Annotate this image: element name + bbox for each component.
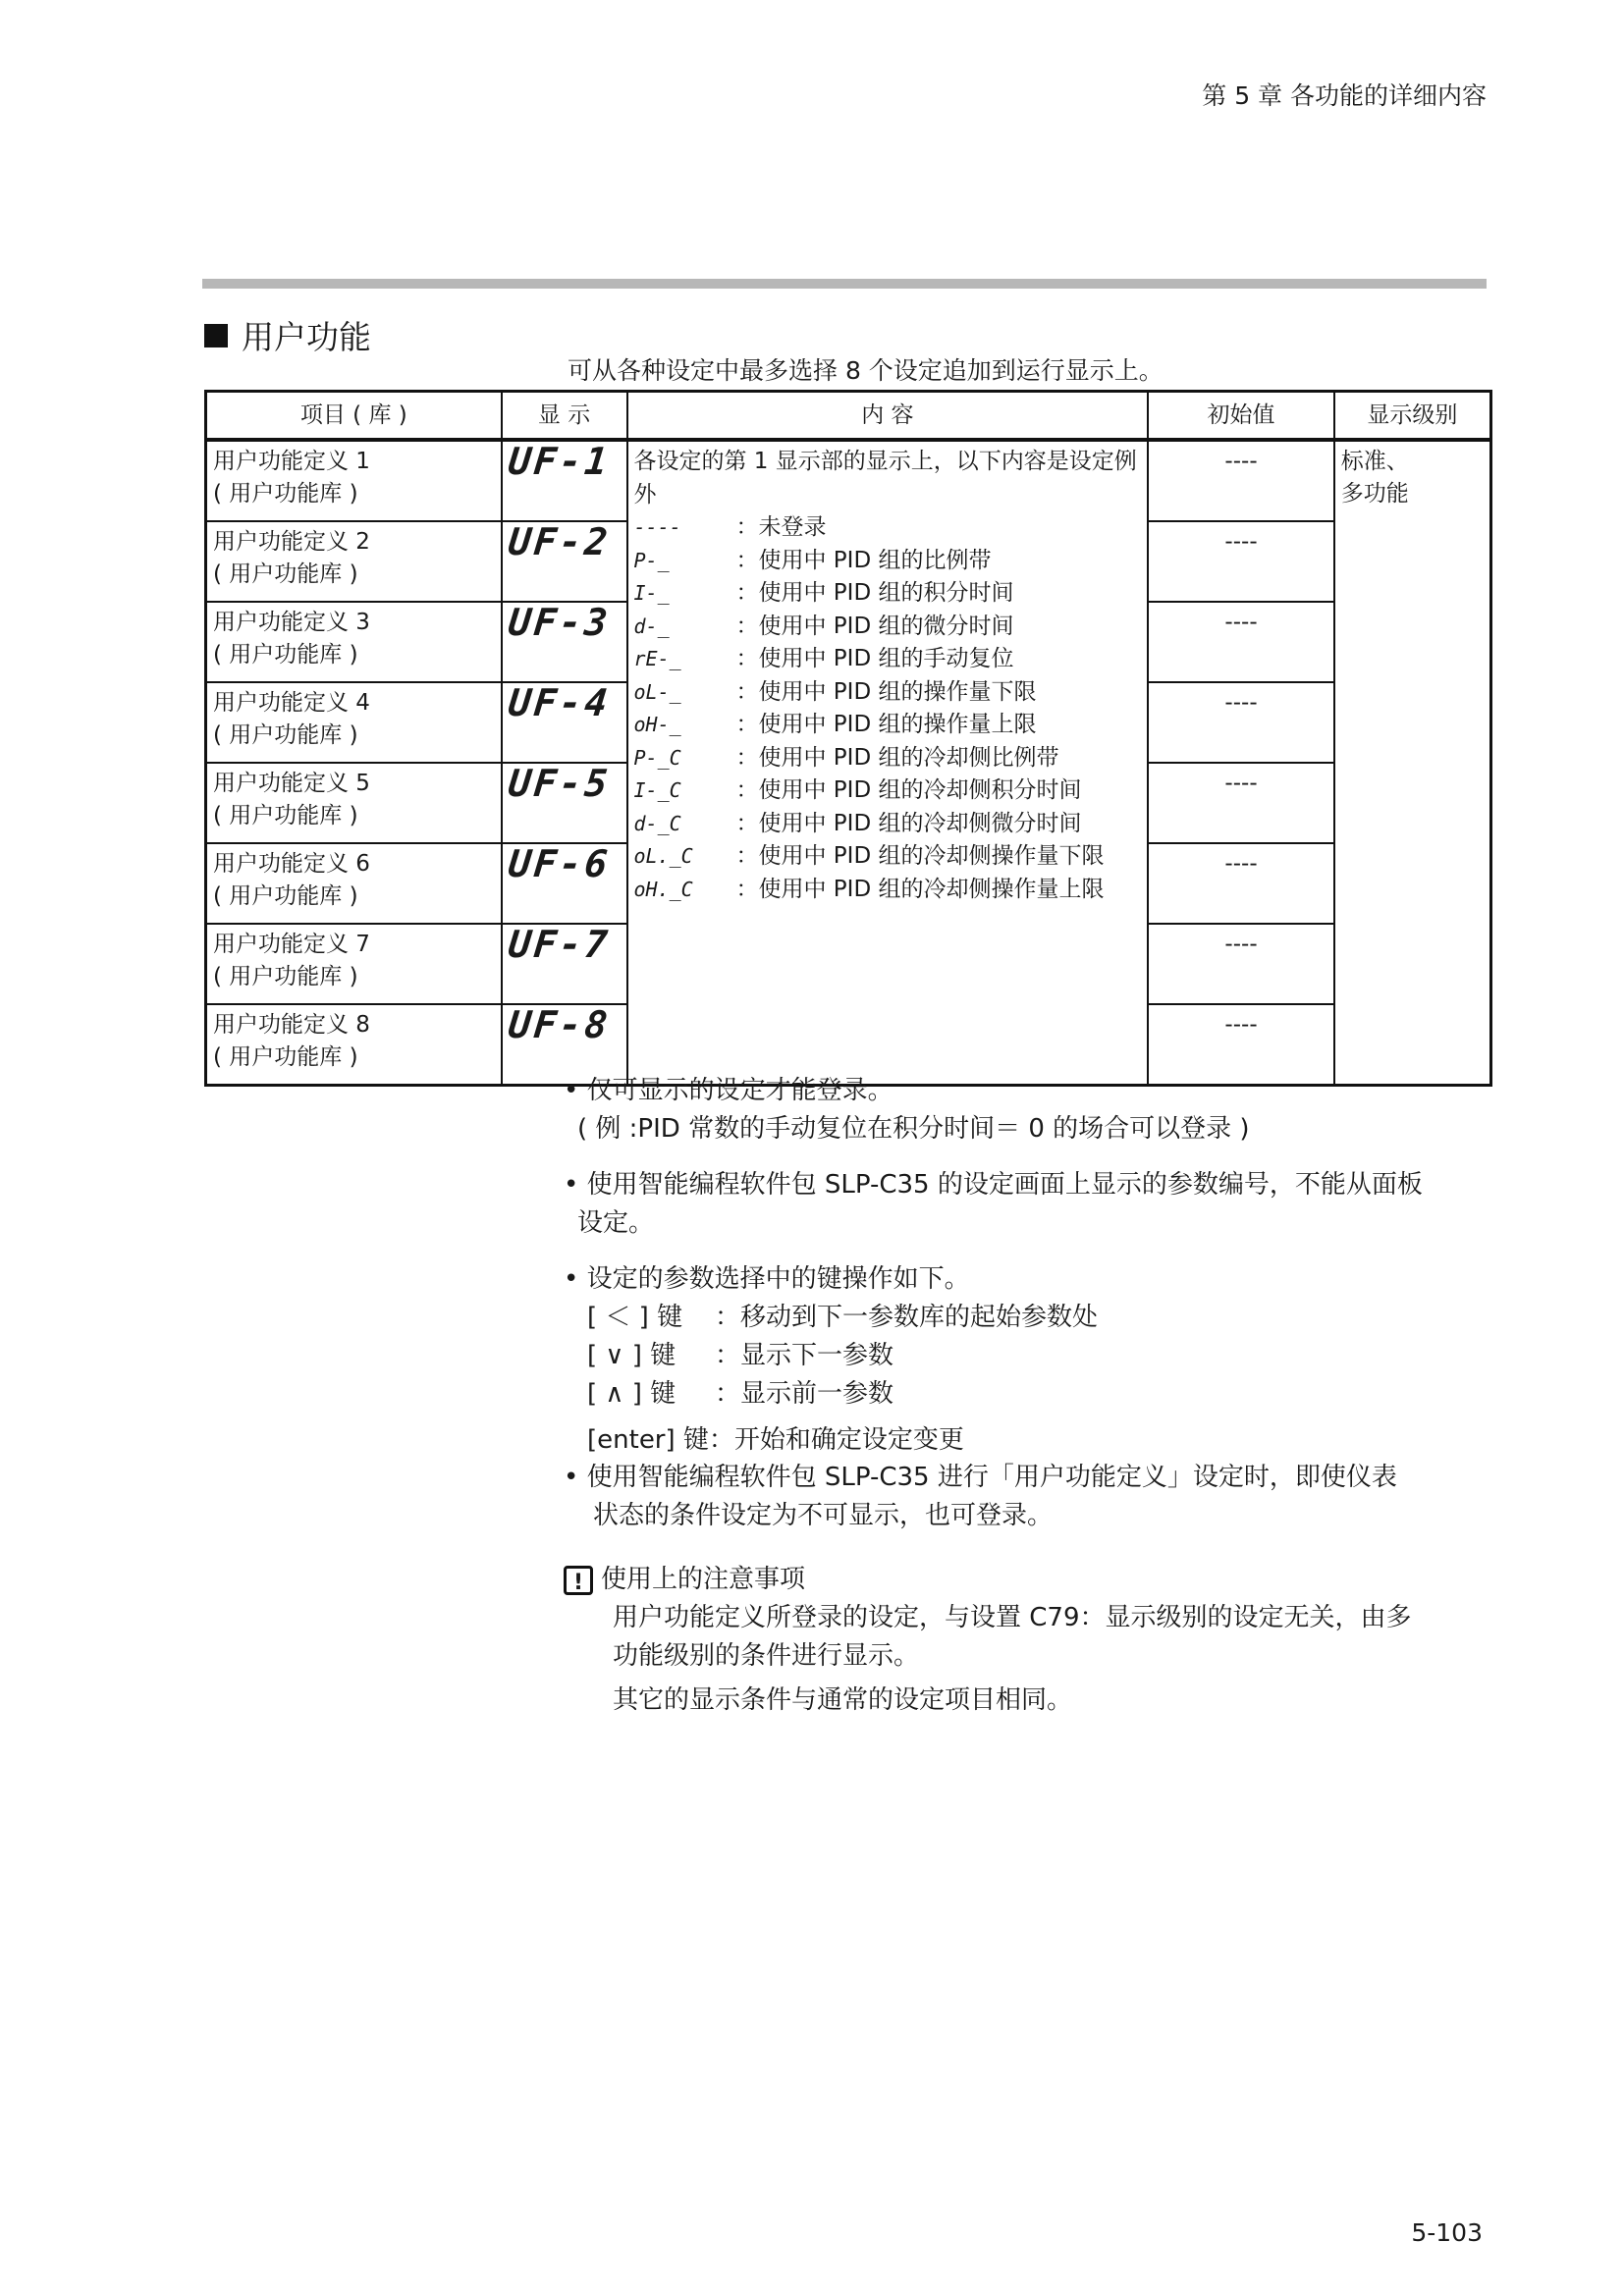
header-contents: 内 容 xyxy=(627,392,1149,441)
header-initial: 初始值 xyxy=(1148,392,1334,441)
key-row xyxy=(587,1375,1098,1414)
item-name: 用户功能定义 8 xyxy=(213,1012,370,1038)
chapter-header: 第 5 章 各功能的详细内容 xyxy=(1202,81,1487,110)
key-desc: ：开始和确定设定变更 xyxy=(708,1425,964,1455)
caution-line-3: 其它的显示条件与通常的设定项目相同。 xyxy=(613,1685,1073,1715)
seg-display: UF-3 xyxy=(506,601,613,644)
key-name: [ ∧ ] 键 xyxy=(587,1379,677,1409)
contents-desc: ：使用中 PID 组的手动复位 xyxy=(735,646,1014,671)
item-name: 用户功能定义 6 xyxy=(213,851,370,877)
contents-row xyxy=(634,874,1142,907)
item-cell xyxy=(206,924,502,1004)
seg-display: UF-1 xyxy=(506,440,613,483)
contents-code: oL-_ xyxy=(633,679,681,704)
display-cell xyxy=(502,602,627,682)
contents-row xyxy=(634,709,1142,742)
item-name: 用户功能定义 7 xyxy=(213,932,370,957)
item-lib: ( 用户功能库 ) xyxy=(213,803,358,828)
note-2-line1: • 使用智能编程软件包 SLP-C35 的设定画面上显示的参数编号，不能从面板 xyxy=(564,1170,1423,1200)
contents-desc: ：未登录 xyxy=(735,514,827,540)
section-intro: 可从各种设定中最多选择 8 个设定追加到运行显示上。 xyxy=(568,356,1164,385)
note-2 xyxy=(564,1166,1423,1243)
seg-display: UF-2 xyxy=(506,520,613,563)
note-1 xyxy=(564,1072,1250,1148)
contents-desc: ：使用中 PID 组的冷却侧操作量上限 xyxy=(735,876,1105,902)
display-cell xyxy=(502,682,627,763)
seg-display: UF-4 xyxy=(506,681,613,724)
square-bullet-icon xyxy=(204,324,228,347)
contents-desc: ：使用中 PID 组的冷却侧微分时间 xyxy=(735,810,1082,836)
contents-list xyxy=(634,511,1142,906)
level-2: 多功能 xyxy=(1340,481,1409,507)
initial-cell: ---- xyxy=(1148,763,1334,843)
item-name: 用户功能定义 2 xyxy=(213,529,370,555)
note-4 xyxy=(564,1459,1397,1535)
display-cell xyxy=(502,521,627,602)
header-level: 显示级别 xyxy=(1334,392,1491,441)
header-display: 显 示 xyxy=(502,392,627,441)
item-lib: ( 用户功能库 ) xyxy=(213,1044,358,1070)
section-title-text: 用户功能 xyxy=(242,318,371,356)
note-2-line2: 设定。 xyxy=(577,1208,655,1238)
contents-code: oH-_ xyxy=(633,713,681,736)
initial-cell: ---- xyxy=(1148,521,1334,602)
contents-desc: ：使用中 PID 组的冷却侧操作量下限 xyxy=(735,843,1105,869)
caution-line-2: 功能级别的条件进行显示。 xyxy=(613,1641,920,1671)
contents-row xyxy=(634,742,1142,775)
item-cell xyxy=(206,521,502,602)
contents-cell xyxy=(627,440,1149,1086)
contents-row xyxy=(634,808,1142,841)
contents-row xyxy=(634,611,1142,644)
contents-code: oH._C xyxy=(633,877,693,901)
caution-title: 使用上的注意事项 xyxy=(601,1565,806,1594)
key-desc: ：显示前一参数 xyxy=(715,1379,894,1409)
contents-desc: ：使用中 PID 组的微分时间 xyxy=(735,613,1014,639)
note-4-line2: 状态的条件设定为不可显示，也可登录。 xyxy=(593,1501,1054,1530)
note-3 xyxy=(564,1260,1098,1460)
item-cell xyxy=(206,1004,502,1086)
contents-desc: ：使用中 PID 组的冷却侧积分时间 xyxy=(735,777,1082,803)
section-title xyxy=(204,312,371,358)
contents-code: I-_ xyxy=(633,581,670,605)
contents-code: d-_ xyxy=(633,614,670,638)
item-lib: ( 用户功能库 ) xyxy=(213,883,358,909)
contents-row xyxy=(634,511,1142,545)
key-name: [ ∨ ] 键 xyxy=(587,1341,677,1370)
caution-icon: ! xyxy=(564,1566,593,1595)
initial-cell: ---- xyxy=(1148,682,1334,763)
seg-display: UF-8 xyxy=(506,1003,613,1046)
level-cell xyxy=(1334,440,1491,1086)
item-cell xyxy=(206,682,502,763)
note-3-text: • 设定的参数选择中的键操作如下。 xyxy=(564,1264,970,1294)
table-row xyxy=(206,440,1491,521)
key-desc: ：显示下一参数 xyxy=(715,1341,894,1370)
caution-line-1: 用户功能定义所登录的设定，与设置 C79：显示级别的设定无关，由多 xyxy=(613,1603,1412,1632)
contents-desc: ：使用中 PID 组的比例带 xyxy=(735,547,992,573)
header-item: 项目 ( 库 ) xyxy=(206,392,502,441)
initial-cell: ---- xyxy=(1148,1004,1334,1086)
seg-display: UF-5 xyxy=(506,762,613,805)
key-row xyxy=(587,1337,1098,1375)
contents-row xyxy=(634,545,1142,578)
item-name: 用户功能定义 5 xyxy=(213,771,370,796)
contents-code: ---- xyxy=(633,515,681,539)
item-name: 用户功能定义 1 xyxy=(213,449,370,474)
contents-row xyxy=(634,643,1142,676)
initial-cell: ---- xyxy=(1148,602,1334,682)
key-name: [enter] 键 xyxy=(587,1425,709,1455)
contents-row xyxy=(634,774,1142,808)
contents-code: rE-_ xyxy=(633,647,681,670)
display-cell xyxy=(502,843,627,924)
page-number: 5-103 xyxy=(1411,2218,1483,2247)
contents-intro: 各设定的第 1 显示部的显示上，以下内容是设定例外 xyxy=(633,449,1137,507)
contents-row xyxy=(634,676,1142,710)
note-4-line1: • 使用智能编程软件包 SLP-C35 进行「用户功能定义」设定时，即使仪表 xyxy=(564,1463,1397,1492)
item-lib: ( 用户功能库 ) xyxy=(213,642,358,667)
contents-desc: ：使用中 PID 组的操作量上限 xyxy=(735,712,1037,737)
contents-code: d-_C xyxy=(633,811,681,835)
display-cell xyxy=(502,440,627,521)
contents-code: P-_ xyxy=(633,548,670,572)
item-lib: ( 用户功能库 ) xyxy=(213,722,358,748)
item-name: 用户功能定义 3 xyxy=(213,610,370,635)
item-lib: ( 用户功能库 ) xyxy=(213,481,358,507)
note-1-example: ( 例 :PID 常数的手动复位在积分时间＝ 0 的场合可以登录 ) xyxy=(577,1114,1250,1144)
item-lib: ( 用户功能库 ) xyxy=(213,964,358,989)
seg-display: UF-7 xyxy=(506,923,613,966)
key-row xyxy=(587,1299,1098,1337)
contents-desc: ：使用中 PID 组的冷却侧比例带 xyxy=(735,744,1059,771)
key-row xyxy=(587,1421,1098,1460)
settings-table xyxy=(204,390,1492,1087)
key-name: [ ＜ ] 键 xyxy=(587,1303,683,1332)
caution-body xyxy=(564,1599,1412,1720)
item-cell xyxy=(206,602,502,682)
item-lib: ( 用户功能库 ) xyxy=(213,561,358,587)
seg-display: UF-6 xyxy=(506,842,613,885)
display-cell xyxy=(502,763,627,843)
level-1: 标准、 xyxy=(1340,449,1409,474)
contents-code: P-_C xyxy=(633,745,681,770)
item-cell xyxy=(206,440,502,521)
contents-desc: ：使用中 PID 组的积分时间 xyxy=(735,580,1014,606)
contents-block xyxy=(634,446,1142,906)
key-desc: ：移动到下一参数库的起始参数处 xyxy=(715,1303,1099,1332)
item-cell xyxy=(206,763,502,843)
initial-cell: ---- xyxy=(1148,843,1334,924)
contents-desc: ：使用中 PID 组的操作量下限 xyxy=(735,678,1037,705)
section-divider xyxy=(202,279,1487,289)
item-cell xyxy=(206,843,502,924)
contents-row xyxy=(634,840,1142,874)
contents-code: I-_C xyxy=(633,778,681,802)
display-cell xyxy=(502,924,627,1004)
contents-code: oL._C xyxy=(633,844,693,868)
initial-cell: ---- xyxy=(1148,440,1334,521)
contents-row xyxy=(634,577,1142,611)
initial-cell: ---- xyxy=(1148,924,1334,1004)
item-name: 用户功能定义 4 xyxy=(213,690,370,716)
table-header-row xyxy=(206,392,1491,441)
note-1-text: • 仅可显示的设定才能登录。 xyxy=(564,1076,893,1105)
key-list xyxy=(564,1299,1098,1460)
caution-title-row xyxy=(564,1561,1412,1599)
caution-block xyxy=(564,1561,1412,1720)
